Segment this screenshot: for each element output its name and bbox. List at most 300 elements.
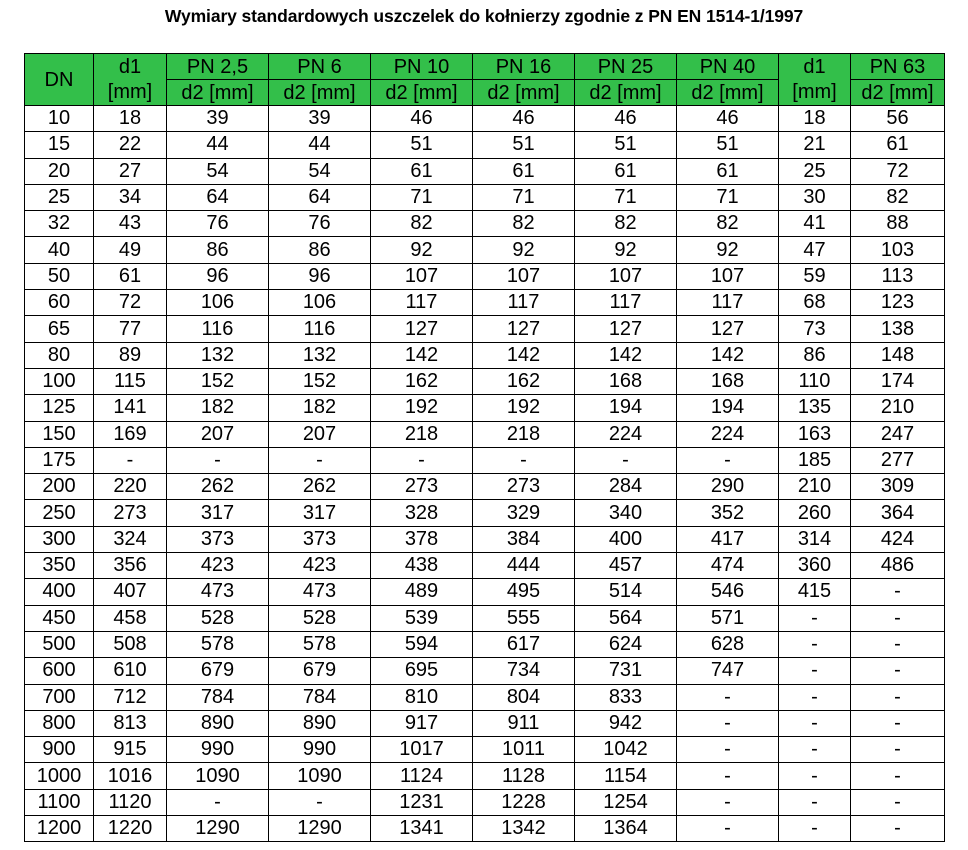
cell-d2-pn-6: 54 (269, 158, 371, 184)
header-d1-pn63-unit: [mm] (792, 80, 837, 103)
cell-d2-pn-6: 116 (269, 316, 371, 342)
cell-d1: 49 (94, 237, 167, 263)
cell-d2-pn-40: 107 (677, 263, 779, 289)
header-row-1 (25, 54, 945, 80)
cell-d2-pn-10: 192 (371, 395, 473, 421)
cell-d2-pn-2-5: 106 (167, 290, 269, 316)
cell-d2-pn-2-5: 784 (167, 684, 269, 710)
cell-d2-pn-2-5: 679 (167, 658, 269, 684)
cell-d2-pn-63: 88 (851, 211, 945, 237)
cell-dn: 100 (25, 368, 94, 394)
cell-d2-pn-6: 890 (269, 710, 371, 736)
cell-d2-pn-10: 917 (371, 710, 473, 736)
table-row (25, 211, 945, 237)
cell-dn: 600 (25, 658, 94, 684)
table-row (25, 395, 945, 421)
cell-d2-pn-10: 127 (371, 316, 473, 342)
cell-d2-pn-25: 142 (575, 342, 677, 368)
header-pn-25: PN 25 (575, 54, 677, 80)
cell-d2-pn-2-5: 1290 (167, 816, 269, 842)
cell-d1: 356 (94, 553, 167, 579)
cell-d1: 34 (94, 184, 167, 210)
table-row (25, 421, 945, 447)
cell-d2-pn-6: 207 (269, 421, 371, 447)
cell-dn: 1200 (25, 816, 94, 842)
cell-d2-pn-2-5: 86 (167, 237, 269, 263)
cell-d2-pn-10: 378 (371, 526, 473, 552)
cell-d2-pn-2-5: 578 (167, 631, 269, 657)
cell-d2-pn-40: 117 (677, 290, 779, 316)
cell-d1-pn63: 30 (779, 184, 851, 210)
cell-d1-pn63: 59 (779, 263, 851, 289)
cell-d1: 115 (94, 368, 167, 394)
cell-d2-pn-25: 1254 (575, 789, 677, 815)
cell-d2-pn-6: 96 (269, 263, 371, 289)
cell-d2-pn-10: 92 (371, 237, 473, 263)
cell-d2-pn-16: 1228 (473, 789, 575, 815)
page-title: Wymiary standardowych uszczelek do kołnierzy zgodnie z PN EN 1514-1/1997 (164, 6, 804, 26)
cell-d1: 1120 (94, 789, 167, 815)
cell-dn: 25 (25, 184, 94, 210)
table-row (25, 710, 945, 736)
cell-d2-pn-6: 1090 (269, 763, 371, 789)
cell-d2-pn-25: 61 (575, 158, 677, 184)
cell-d2-pn-6: 317 (269, 500, 371, 526)
cell-d2-pn-2-5: - (167, 447, 269, 473)
table-body (25, 106, 945, 842)
cell-d2-pn-10: 539 (371, 605, 473, 631)
cell-dn: 200 (25, 474, 94, 500)
cell-d1-pn63: - (779, 658, 851, 684)
cell-d2-pn-10: 1231 (371, 789, 473, 815)
header-d2-pn-16: d2 [mm] (473, 80, 575, 106)
cell-d1-pn63: - (779, 737, 851, 763)
table-row (25, 447, 945, 473)
header-pn-63: PN 63 (851, 54, 945, 80)
cell-d2-pn-63: 103 (851, 237, 945, 263)
cell-d2-pn-25: 107 (575, 263, 677, 289)
cell-d2-pn-6: 64 (269, 184, 371, 210)
cell-d2-pn-63: 174 (851, 368, 945, 394)
cell-d2-pn-16: 71 (473, 184, 575, 210)
cell-d2-pn-6: 86 (269, 237, 371, 263)
cell-d2-pn-16: 329 (473, 500, 575, 526)
cell-d2-pn-63: 113 (851, 263, 945, 289)
cell-d2-pn-63: 364 (851, 500, 945, 526)
cell-d2-pn-40: 71 (677, 184, 779, 210)
cell-d2-pn-40: - (677, 710, 779, 736)
cell-d2-pn-6: 373 (269, 526, 371, 552)
cell-d2-pn-10: 61 (371, 158, 473, 184)
cell-d2-pn-40: 61 (677, 158, 779, 184)
cell-d2-pn-63: - (851, 605, 945, 631)
cell-d2-pn-25: 624 (575, 631, 677, 657)
cell-d2-pn-2-5: - (167, 789, 269, 815)
cell-d2-pn-63: 247 (851, 421, 945, 447)
cell-d2-pn-10: 142 (371, 342, 473, 368)
cell-dn: 40 (25, 237, 94, 263)
cell-d2-pn-6: 423 (269, 553, 371, 579)
cell-d2-pn-2-5: 54 (167, 158, 269, 184)
cell-d2-pn-6: 1290 (269, 816, 371, 842)
cell-d2-pn-40: 142 (677, 342, 779, 368)
cell-d1: 27 (94, 158, 167, 184)
cell-dn: 900 (25, 737, 94, 763)
header-dn: DN (25, 54, 94, 106)
cell-d2-pn-40: 628 (677, 631, 779, 657)
cell-d2-pn-16: 82 (473, 211, 575, 237)
cell-d1-pn63: 185 (779, 447, 851, 473)
cell-d2-pn-10: 695 (371, 658, 473, 684)
cell-d2-pn-40: - (677, 447, 779, 473)
cell-d2-pn-40: 571 (677, 605, 779, 631)
cell-d2-pn-25: 284 (575, 474, 677, 500)
cell-d2-pn-10: 218 (371, 421, 473, 447)
cell-d2-pn-2-5: 96 (167, 263, 269, 289)
cell-d2-pn-25: 82 (575, 211, 677, 237)
cell-d2-pn-2-5: 890 (167, 710, 269, 736)
cell-dn: 450 (25, 605, 94, 631)
cell-d1: 43 (94, 211, 167, 237)
cell-d2-pn-2-5: 116 (167, 316, 269, 342)
cell-d1: 610 (94, 658, 167, 684)
cell-d2-pn-10: 162 (371, 368, 473, 394)
cell-d2-pn-63: - (851, 763, 945, 789)
cell-d1: 407 (94, 579, 167, 605)
cell-d2-pn-16: 117 (473, 290, 575, 316)
header-pn-10: PN 10 (371, 54, 473, 80)
cell-d2-pn-40: 82 (677, 211, 779, 237)
cell-d2-pn-25: 117 (575, 290, 677, 316)
cell-d2-pn-6: 132 (269, 342, 371, 368)
header-d2-pn-6: d2 [mm] (269, 80, 371, 106)
cell-d2-pn-25: 514 (575, 579, 677, 605)
cell-d2-pn-16: 127 (473, 316, 575, 342)
cell-d2-pn-16: 911 (473, 710, 575, 736)
cell-d2-pn-25: 942 (575, 710, 677, 736)
table-row (25, 316, 945, 342)
cell-d1-pn63: 415 (779, 579, 851, 605)
cell-d1-pn63: 360 (779, 553, 851, 579)
table-row (25, 605, 945, 631)
cell-d2-pn-10: 1017 (371, 737, 473, 763)
cell-d2-pn-63: 138 (851, 316, 945, 342)
cell-d2-pn-40: 290 (677, 474, 779, 500)
table-row (25, 526, 945, 552)
cell-d2-pn-10: 273 (371, 474, 473, 500)
cell-d2-pn-2-5: 207 (167, 421, 269, 447)
cell-dn: 50 (25, 263, 94, 289)
cell-d1-pn63: 135 (779, 395, 851, 421)
cell-d2-pn-25: 1042 (575, 737, 677, 763)
table-row (25, 631, 945, 657)
header-d2-pn-25: d2 [mm] (575, 80, 677, 106)
cell-d2-pn-40: 51 (677, 132, 779, 158)
cell-d2-pn-10: 117 (371, 290, 473, 316)
cell-d2-pn-25: 1154 (575, 763, 677, 789)
cell-d2-pn-2-5: 473 (167, 579, 269, 605)
cell-d2-pn-16: 142 (473, 342, 575, 368)
table-row (25, 763, 945, 789)
cell-dn: 175 (25, 447, 94, 473)
cell-d2-pn-6: 152 (269, 368, 371, 394)
cell-d2-pn-2-5: 132 (167, 342, 269, 368)
cell-d1: 508 (94, 631, 167, 657)
cell-d2-pn-40: - (677, 684, 779, 710)
cell-dn: 300 (25, 526, 94, 552)
cell-d1: 324 (94, 526, 167, 552)
cell-d2-pn-25: 51 (575, 132, 677, 158)
cell-d2-pn-6: 990 (269, 737, 371, 763)
cell-d1-pn63: 314 (779, 526, 851, 552)
cell-dn: 700 (25, 684, 94, 710)
cell-d2-pn-2-5: 317 (167, 500, 269, 526)
cell-d2-pn-2-5: 1090 (167, 763, 269, 789)
cell-d2-pn-2-5: 64 (167, 184, 269, 210)
cell-d2-pn-16: 92 (473, 237, 575, 263)
cell-d1-pn63: 73 (779, 316, 851, 342)
cell-d2-pn-16: 273 (473, 474, 575, 500)
cell-d1: 273 (94, 500, 167, 526)
cell-d2-pn-2-5: 44 (167, 132, 269, 158)
cell-d2-pn-16: 555 (473, 605, 575, 631)
cell-d2-pn-63: 309 (851, 474, 945, 500)
table-row (25, 368, 945, 394)
table-row (25, 474, 945, 500)
table-row (25, 658, 945, 684)
cell-d1: 915 (94, 737, 167, 763)
cell-d2-pn-2-5: 182 (167, 395, 269, 421)
cell-d2-pn-25: 400 (575, 526, 677, 552)
cell-d2-pn-16: 46 (473, 106, 575, 132)
cell-d2-pn-40: - (677, 737, 779, 763)
header-d1-pn63 (779, 54, 851, 106)
cell-d2-pn-6: 44 (269, 132, 371, 158)
cell-d2-pn-10: - (371, 447, 473, 473)
cell-d2-pn-6: 76 (269, 211, 371, 237)
cell-d2-pn-63: - (851, 710, 945, 736)
cell-d2-pn-16: 1011 (473, 737, 575, 763)
cell-d2-pn-25: 71 (575, 184, 677, 210)
cell-d1: 169 (94, 421, 167, 447)
cell-d1-pn63: 41 (779, 211, 851, 237)
cell-d1-pn63: - (779, 684, 851, 710)
cell-d2-pn-40: - (677, 789, 779, 815)
table-row (25, 132, 945, 158)
cell-d2-pn-25: 340 (575, 500, 677, 526)
cell-d2-pn-2-5: 423 (167, 553, 269, 579)
cell-d2-pn-63: - (851, 658, 945, 684)
cell-d2-pn-63: - (851, 789, 945, 815)
cell-d1-pn63: 21 (779, 132, 851, 158)
header-pn-6: PN 6 (269, 54, 371, 80)
cell-d2-pn-16: 107 (473, 263, 575, 289)
cell-d2-pn-25: 92 (575, 237, 677, 263)
cell-d2-pn-40: 168 (677, 368, 779, 394)
cell-d1-pn63: - (779, 631, 851, 657)
cell-d1-pn63: 68 (779, 290, 851, 316)
cell-d2-pn-40: 417 (677, 526, 779, 552)
cell-d1-pn63: 47 (779, 237, 851, 263)
cell-d1: 89 (94, 342, 167, 368)
cell-d2-pn-6: - (269, 789, 371, 815)
cell-d2-pn-2-5: 262 (167, 474, 269, 500)
cell-d2-pn-6: 262 (269, 474, 371, 500)
cell-dn: 1100 (25, 789, 94, 815)
cell-dn: 65 (25, 316, 94, 342)
cell-d2-pn-16: 1128 (473, 763, 575, 789)
cell-d2-pn-63: 72 (851, 158, 945, 184)
cell-d2-pn-2-5: 990 (167, 737, 269, 763)
cell-d2-pn-63: - (851, 684, 945, 710)
cell-d2-pn-10: 810 (371, 684, 473, 710)
cell-d2-pn-16: 1342 (473, 816, 575, 842)
cell-d1: 77 (94, 316, 167, 342)
cell-d2-pn-6: 106 (269, 290, 371, 316)
cell-d2-pn-25: 168 (575, 368, 677, 394)
cell-d1-pn63: 86 (779, 342, 851, 368)
cell-d2-pn-63: 123 (851, 290, 945, 316)
cell-d2-pn-63: 277 (851, 447, 945, 473)
table-row (25, 816, 945, 842)
cell-d2-pn-10: 594 (371, 631, 473, 657)
cell-d2-pn-25: 833 (575, 684, 677, 710)
table-row (25, 342, 945, 368)
cell-d1-pn63: 25 (779, 158, 851, 184)
cell-d2-pn-63: 61 (851, 132, 945, 158)
cell-d1: 72 (94, 290, 167, 316)
cell-d2-pn-10: 489 (371, 579, 473, 605)
cell-d1-pn63: - (779, 605, 851, 631)
table-row (25, 263, 945, 289)
cell-d2-pn-6: 528 (269, 605, 371, 631)
cell-d2-pn-6: - (269, 447, 371, 473)
cell-d1: 1220 (94, 816, 167, 842)
cell-d2-pn-6: 784 (269, 684, 371, 710)
cell-d1-pn63: 260 (779, 500, 851, 526)
cell-d2-pn-63: 210 (851, 395, 945, 421)
cell-d2-pn-40: 747 (677, 658, 779, 684)
cell-d2-pn-2-5: 39 (167, 106, 269, 132)
header-pn-16: PN 16 (473, 54, 575, 80)
table-row (25, 500, 945, 526)
cell-d2-pn-16: 384 (473, 526, 575, 552)
cell-d2-pn-40: 546 (677, 579, 779, 605)
cell-d2-pn-63: - (851, 737, 945, 763)
cell-d2-pn-10: 328 (371, 500, 473, 526)
cell-d2-pn-16: 51 (473, 132, 575, 158)
table-row (25, 290, 945, 316)
cell-dn: 500 (25, 631, 94, 657)
header-d2-pn-40: d2 [mm] (677, 80, 779, 106)
cell-dn: 350 (25, 553, 94, 579)
cell-d2-pn-63: 424 (851, 526, 945, 552)
cell-dn: 32 (25, 211, 94, 237)
header-pn-40: PN 40 (677, 54, 779, 80)
cell-d2-pn-2-5: 373 (167, 526, 269, 552)
cell-dn: 1000 (25, 763, 94, 789)
cell-d1: 712 (94, 684, 167, 710)
cell-d2-pn-16: 804 (473, 684, 575, 710)
cell-d2-pn-63: 82 (851, 184, 945, 210)
cell-d2-pn-25: 127 (575, 316, 677, 342)
cell-d1: 141 (94, 395, 167, 421)
cell-d2-pn-16: 61 (473, 158, 575, 184)
table-row (25, 579, 945, 605)
cell-dn: 250 (25, 500, 94, 526)
cell-d2-pn-16: 444 (473, 553, 575, 579)
cell-d1-pn63: 163 (779, 421, 851, 447)
cell-d1: 61 (94, 263, 167, 289)
cell-d2-pn-10: 1341 (371, 816, 473, 842)
cell-d2-pn-63: 148 (851, 342, 945, 368)
cell-d1-pn63: 110 (779, 368, 851, 394)
cell-d2-pn-25: 46 (575, 106, 677, 132)
cell-d2-pn-63: 56 (851, 106, 945, 132)
cell-d2-pn-16: 162 (473, 368, 575, 394)
cell-d2-pn-16: 192 (473, 395, 575, 421)
table-row (25, 553, 945, 579)
cell-d2-pn-10: 107 (371, 263, 473, 289)
header-pn-2-5: PN 2,5 (167, 54, 269, 80)
cell-d2-pn-25: 457 (575, 553, 677, 579)
header-d1 (94, 54, 167, 106)
cell-d2-pn-10: 438 (371, 553, 473, 579)
cell-d1-pn63: 18 (779, 106, 851, 132)
cell-d2-pn-16: 734 (473, 658, 575, 684)
table-row (25, 684, 945, 710)
cell-d1: 813 (94, 710, 167, 736)
cell-d2-pn-6: 39 (269, 106, 371, 132)
cell-d2-pn-40: 92 (677, 237, 779, 263)
cell-dn: 150 (25, 421, 94, 447)
cell-dn: 15 (25, 132, 94, 158)
header-d1-unit: [mm] (107, 80, 153, 103)
cell-d1: 1016 (94, 763, 167, 789)
cell-d1: 220 (94, 474, 167, 500)
cell-d2-pn-25: 194 (575, 395, 677, 421)
table-row (25, 106, 945, 132)
cell-d2-pn-16: 218 (473, 421, 575, 447)
cell-d2-pn-10: 51 (371, 132, 473, 158)
cell-d2-pn-25: 731 (575, 658, 677, 684)
cell-dn: 800 (25, 710, 94, 736)
cell-d2-pn-40: 194 (677, 395, 779, 421)
table-row (25, 237, 945, 263)
cell-d2-pn-40: 224 (677, 421, 779, 447)
cell-d2-pn-25: 1364 (575, 816, 677, 842)
header-d2-pn-2-5: d2 [mm] (167, 80, 269, 106)
cell-d1: - (94, 447, 167, 473)
cell-d2-pn-40: - (677, 763, 779, 789)
header-d2-pn-10: d2 [mm] (371, 80, 473, 106)
table-row (25, 158, 945, 184)
cell-d2-pn-40: 352 (677, 500, 779, 526)
cell-dn: 400 (25, 579, 94, 605)
cell-dn: 10 (25, 106, 94, 132)
cell-d2-pn-63: - (851, 816, 945, 842)
cell-d2-pn-25: - (575, 447, 677, 473)
cell-d2-pn-2-5: 76 (167, 211, 269, 237)
cell-d2-pn-63: - (851, 631, 945, 657)
cell-d2-pn-6: 679 (269, 658, 371, 684)
cell-d2-pn-63: 486 (851, 553, 945, 579)
cell-d1-pn63: - (779, 710, 851, 736)
cell-d2-pn-6: 578 (269, 631, 371, 657)
cell-dn: 60 (25, 290, 94, 316)
cell-d2-pn-40: 127 (677, 316, 779, 342)
cell-d2-pn-10: 46 (371, 106, 473, 132)
